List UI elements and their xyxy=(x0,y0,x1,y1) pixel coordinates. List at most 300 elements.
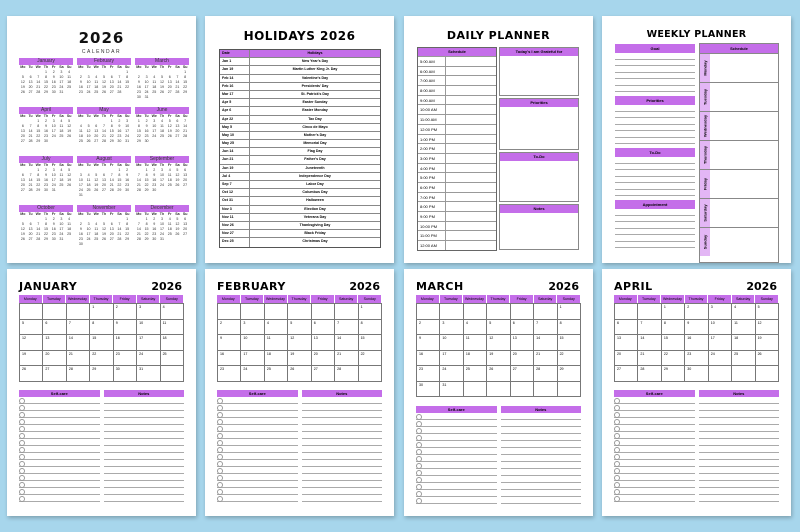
day-cell: 17 xyxy=(241,351,264,367)
notes-line xyxy=(302,481,383,488)
schedule-time: 8:00 PM xyxy=(418,202,446,211)
day-cell: 9 xyxy=(218,335,241,351)
day-number: 6 xyxy=(29,222,32,226)
day-number: 18 xyxy=(67,227,72,231)
day-cell: 22 xyxy=(359,351,382,367)
day-number: 9 xyxy=(79,80,82,84)
holiday-row xyxy=(220,66,380,74)
weekday-label: Sa xyxy=(117,65,122,69)
day-number: 20 xyxy=(183,227,188,231)
day-cell xyxy=(558,382,581,398)
day-cell: 16 xyxy=(417,351,440,367)
holiday-name: St. Patrick's Day xyxy=(300,91,330,96)
holiday-date: Nov 3 xyxy=(220,206,250,213)
month-page-january xyxy=(7,269,196,516)
day-number: 27 xyxy=(20,188,25,192)
day-number: 26 xyxy=(159,90,164,94)
day-cell xyxy=(638,304,661,320)
weekday-header: Wednesday xyxy=(66,295,90,303)
day-cell xyxy=(464,382,487,398)
day-number: 20 xyxy=(20,183,25,187)
holiday-row xyxy=(220,124,380,132)
mini-month-grid xyxy=(135,212,189,242)
weekday-label: Su xyxy=(124,65,130,69)
holiday-name: Flag Day xyxy=(307,149,323,154)
schedule-row xyxy=(418,172,496,182)
weekday-label: Mo xyxy=(78,114,84,118)
day-number: 27 xyxy=(109,237,114,241)
schedule-row xyxy=(418,221,496,231)
day-number: 11 xyxy=(94,80,99,84)
mini-month-grid xyxy=(77,212,131,247)
weekday-label: Mo xyxy=(20,114,26,118)
day-number: 27 xyxy=(94,139,99,143)
day-number: 29 xyxy=(125,237,130,241)
selfcare-line xyxy=(416,455,497,462)
holiday-row xyxy=(220,116,380,124)
schedule-time: 2:00 PM xyxy=(418,144,446,153)
mini-month xyxy=(135,107,189,144)
day-number: 16 xyxy=(144,129,149,133)
day-number: 22 xyxy=(109,134,114,138)
week-day-label: Wednesday xyxy=(702,114,708,138)
week-day-row xyxy=(700,82,778,111)
day-cell: 23 xyxy=(685,351,708,367)
day-cell: 30 xyxy=(685,366,708,382)
day-number: 6 xyxy=(168,75,171,79)
weekly-schedule-header: Schedule xyxy=(700,44,778,53)
selfcare-line xyxy=(416,427,497,434)
schedule-time: 4:00 PM xyxy=(418,164,446,173)
day-number: 15 xyxy=(36,178,41,182)
holiday-date: Nov 26 xyxy=(220,222,250,229)
week-day-label: Sunday xyxy=(702,234,708,250)
day-cell: 1 xyxy=(662,304,685,320)
goal-header: Goal xyxy=(615,44,695,53)
holiday-date: Jun 14 xyxy=(220,148,250,155)
day-number: 9 xyxy=(126,173,129,177)
weekday-label: We xyxy=(93,163,99,167)
notes-line xyxy=(501,469,582,476)
day-number: 22 xyxy=(36,134,41,138)
day-number: 21 xyxy=(136,232,141,236)
selfcare-line xyxy=(217,481,298,488)
day-cell: 16 xyxy=(114,335,137,351)
selfcare-line xyxy=(614,439,695,446)
day-number: 18 xyxy=(167,227,172,231)
day-number: 31 xyxy=(51,188,56,192)
weekly-todo-section xyxy=(615,148,695,196)
day-number: 27 xyxy=(28,237,33,241)
day-number: 25 xyxy=(86,188,91,192)
day-number: 14 xyxy=(136,178,141,182)
day-number: 15 xyxy=(144,227,149,231)
selfcare-header: Self-care xyxy=(19,390,100,397)
day-number: 23 xyxy=(43,134,48,138)
day-number: 29 xyxy=(43,90,48,94)
mini-month xyxy=(77,58,131,95)
day-number: 20 xyxy=(28,85,33,89)
schedule-row xyxy=(418,182,496,192)
day-number: 28 xyxy=(101,139,106,143)
weekday-label: Su xyxy=(124,163,130,167)
day-number: 20 xyxy=(28,232,33,236)
day-number: 22 xyxy=(125,232,130,236)
mini-month-grid xyxy=(19,65,73,95)
day-number: 21 xyxy=(101,134,106,138)
day-cell: 18 xyxy=(265,351,288,367)
day-number: 14 xyxy=(183,124,188,128)
weekday-header: Sunday xyxy=(557,295,581,303)
day-number: 11 xyxy=(94,227,99,231)
weekday-header: Monday xyxy=(614,295,638,303)
day-number: 13 xyxy=(109,80,114,84)
day-number: 2 xyxy=(52,70,55,74)
day-number: 6 xyxy=(95,124,98,128)
notes-line xyxy=(104,488,185,495)
day-cell: 12 xyxy=(288,335,311,351)
month-grid xyxy=(19,295,184,382)
day-number: 31 xyxy=(144,95,149,99)
weekday-label: Tu xyxy=(28,163,33,167)
holiday-date: May 5 xyxy=(220,124,250,131)
day-number: 26 xyxy=(94,188,99,192)
day-cell xyxy=(417,304,440,320)
weekday-label: Sa xyxy=(117,212,122,216)
day-number: 28 xyxy=(175,90,180,94)
day-cell: 12 xyxy=(487,335,510,351)
day-cell: 11 xyxy=(161,320,184,336)
day-number: 7 xyxy=(184,119,187,123)
day-cell: 27 xyxy=(511,366,534,382)
notes-line xyxy=(104,397,185,404)
day-number: 25 xyxy=(94,90,99,94)
day-number: 18 xyxy=(67,80,72,84)
day-number: 15 xyxy=(183,80,188,84)
day-number: 10 xyxy=(78,178,83,182)
day-number: 5 xyxy=(176,168,179,172)
day-cell: 14 xyxy=(638,335,661,351)
day-number: 26 xyxy=(20,90,25,94)
notes-box xyxy=(499,204,579,250)
day-cell: 10 xyxy=(241,335,264,351)
day-number: 19 xyxy=(167,129,172,133)
day-number: 11 xyxy=(152,80,157,84)
day-number: 8 xyxy=(126,75,129,79)
day-number: 5 xyxy=(21,75,24,79)
day-number: 25 xyxy=(59,134,64,138)
holiday-name: Cinco de Mayo xyxy=(302,124,328,129)
day-number: 22 xyxy=(136,134,141,138)
mini-month-name: March xyxy=(135,58,189,65)
day-number: 13 xyxy=(167,80,172,84)
day-number: 30 xyxy=(152,237,157,241)
day-number: 30 xyxy=(136,95,141,99)
day-number: 20 xyxy=(109,85,114,89)
holiday-date: Apr 6 xyxy=(220,107,250,114)
day-number: 8 xyxy=(184,75,187,79)
selfcare-line xyxy=(19,439,100,446)
notes-line xyxy=(302,495,383,502)
day-number: 7 xyxy=(137,222,140,226)
mini-month-grid xyxy=(19,114,73,144)
notes-line xyxy=(699,488,780,495)
day-number: 21 xyxy=(183,129,188,133)
day-number: 12 xyxy=(67,173,72,177)
week-day-row xyxy=(700,111,778,140)
schedule-table xyxy=(417,47,497,251)
selfcare-line xyxy=(217,488,298,495)
day-number: 5 xyxy=(68,119,71,123)
selfcare-line xyxy=(19,446,100,453)
holiday-row xyxy=(220,197,380,205)
month-cells xyxy=(416,303,581,397)
day-cell: 28 xyxy=(638,366,661,382)
weekday-label: Sa xyxy=(175,65,180,69)
weekday-label: Tu xyxy=(86,114,91,118)
month-footer xyxy=(614,390,779,502)
day-number: 9 xyxy=(118,124,121,128)
day-number: 18 xyxy=(94,85,99,89)
holiday-date: Dec 25 xyxy=(220,238,250,246)
day-cell: 23 xyxy=(114,351,137,367)
selfcare-line xyxy=(19,495,100,502)
day-number: 21 xyxy=(136,183,141,187)
day-number: 10 xyxy=(159,222,164,226)
day-number: 18 xyxy=(59,129,64,133)
day-number: 6 xyxy=(21,124,24,128)
holiday-row xyxy=(220,238,380,246)
week-day-row xyxy=(700,169,778,198)
day-number: 11 xyxy=(167,173,172,177)
holiday-row xyxy=(220,58,380,66)
day-number: 8 xyxy=(126,222,129,226)
day-number: 14 xyxy=(36,227,41,231)
day-number: 26 xyxy=(175,232,180,236)
day-number: 3 xyxy=(87,75,90,79)
day-number: 17 xyxy=(86,85,91,89)
mini-month-grid xyxy=(77,65,131,95)
day-number: 1 xyxy=(126,217,129,221)
holidays-title: HOLIDAYS 2026 xyxy=(243,29,356,43)
day-number: 7 xyxy=(37,75,40,79)
day-cell xyxy=(534,304,557,320)
day-number: 5 xyxy=(176,217,179,221)
day-number: 18 xyxy=(152,85,157,89)
weekday-header: Tuesday xyxy=(638,295,662,303)
day-number: 10 xyxy=(152,124,157,128)
day-number: 13 xyxy=(20,178,25,182)
mini-month-name: April xyxy=(19,107,73,114)
holiday-row xyxy=(220,181,380,189)
day-cell: 7 xyxy=(638,320,661,336)
day-number: 12 xyxy=(20,80,25,84)
weekday-label: Mo xyxy=(78,163,84,167)
day-number: 7 xyxy=(102,124,105,128)
weekday-header-row xyxy=(19,295,184,303)
holiday-date: Oct 12 xyxy=(220,189,250,196)
holiday-name: Thanksgiving Day xyxy=(299,222,331,227)
month-page-april xyxy=(602,269,791,516)
selfcare-line xyxy=(19,404,100,411)
holiday-name: Black Friday xyxy=(304,231,326,236)
notes-line xyxy=(501,490,582,497)
day-number: 17 xyxy=(51,129,56,133)
notes-line xyxy=(501,462,582,469)
notes-line xyxy=(104,425,185,432)
day-number: 3 xyxy=(87,222,90,226)
day-cell xyxy=(20,304,43,320)
day-cell: 25 xyxy=(464,366,487,382)
day-number: 8 xyxy=(137,124,140,128)
day-cell: 6 xyxy=(43,320,66,336)
notes-line xyxy=(302,439,383,446)
priorities-box xyxy=(499,98,579,150)
notes-line xyxy=(104,453,185,460)
day-number: 2 xyxy=(126,168,129,172)
weekday-label: We xyxy=(151,114,157,118)
day-cell: 15 xyxy=(558,335,581,351)
day-number: 13 xyxy=(94,129,99,133)
day-cell: 15 xyxy=(662,335,685,351)
weekday-label: Sa xyxy=(117,114,122,118)
week-day-label: Thursday xyxy=(702,145,708,165)
day-cell: 29 xyxy=(558,366,581,382)
weekday-label: Fr xyxy=(167,65,172,69)
day-number: 27 xyxy=(101,188,106,192)
day-number: 25 xyxy=(78,139,83,143)
day-cell: 3 xyxy=(709,304,732,320)
notes-line xyxy=(699,418,780,425)
day-number: 11 xyxy=(59,124,64,128)
day-number: 17 xyxy=(59,227,64,231)
holiday-date: Sep 7 xyxy=(220,181,250,188)
weekday-label: Su xyxy=(124,212,130,216)
selfcare-line xyxy=(19,488,100,495)
mini-month xyxy=(77,107,131,144)
week-day-label: Friday xyxy=(702,177,708,191)
day-number: 16 xyxy=(125,178,130,182)
day-number: 31 xyxy=(59,90,64,94)
grateful-box xyxy=(499,47,579,96)
day-number: 30 xyxy=(51,237,56,241)
day-number: 5 xyxy=(168,119,171,123)
day-number: 29 xyxy=(43,237,48,241)
day-number: 7 xyxy=(29,124,32,128)
day-number: 15 xyxy=(125,227,130,231)
notes-line xyxy=(501,497,582,504)
day-number: 2 xyxy=(137,75,140,79)
day-cell: 3 xyxy=(241,320,264,336)
day-number: 9 xyxy=(137,80,140,84)
weekday-header-row xyxy=(217,295,382,303)
day-number: 24 xyxy=(78,188,83,192)
day-number: 10 xyxy=(59,75,64,79)
weekday-label: Tu xyxy=(144,114,149,118)
day-cell: 18 xyxy=(464,351,487,367)
day-number: 5 xyxy=(68,168,71,172)
holiday-name: Martin Luther King Jr. Day xyxy=(292,67,338,72)
day-number: 15 xyxy=(125,80,130,84)
weekday-label: Sa xyxy=(175,163,180,167)
day-cell: 25 xyxy=(265,366,288,382)
day-number: 8 xyxy=(44,75,47,79)
notes-header: Notes xyxy=(104,390,185,397)
day-number: 28 xyxy=(136,237,141,241)
holidays-header xyxy=(220,50,380,58)
notes-line xyxy=(302,425,383,432)
day-cell: 24 xyxy=(709,351,732,367)
mini-month xyxy=(19,107,73,144)
weekday-header: Monday xyxy=(416,295,440,303)
selfcare-line xyxy=(614,481,695,488)
day-number: 9 xyxy=(52,75,55,79)
weekday-label: Su xyxy=(66,212,72,216)
weekday-label: Th xyxy=(101,212,107,216)
day-number: 20 xyxy=(101,183,106,187)
weekday-label: Th xyxy=(101,65,107,69)
schedule-row xyxy=(418,66,496,76)
day-number: 24 xyxy=(159,183,164,187)
day-number: 16 xyxy=(78,232,83,236)
mini-month-name: July xyxy=(19,156,73,163)
day-cell: 8 xyxy=(662,320,685,336)
week-day-tab xyxy=(700,228,710,256)
day-number: 19 xyxy=(101,85,106,89)
selfcare-line xyxy=(217,460,298,467)
holiday-date: Nov 27 xyxy=(220,230,250,237)
selfcare-line xyxy=(19,411,100,418)
day-number: 19 xyxy=(101,232,106,236)
notes-line xyxy=(302,418,383,425)
day-number: 16 xyxy=(43,178,48,182)
week-day-tab xyxy=(700,141,710,169)
week-day-row xyxy=(700,140,778,169)
schedule-row xyxy=(418,230,496,240)
day-cell: 7 xyxy=(335,320,358,336)
weekday-header: Wednesday xyxy=(463,295,487,303)
schedule-row xyxy=(418,95,496,105)
selfcare-line xyxy=(614,453,695,460)
weekday-label: Th xyxy=(159,212,165,216)
day-number: 10 xyxy=(159,173,164,177)
selfcare-line xyxy=(217,446,298,453)
weekday-label: Sa xyxy=(117,163,122,167)
month-year: 2026 xyxy=(548,280,579,293)
day-number: 25 xyxy=(59,183,64,187)
day-cell xyxy=(732,366,755,382)
day-number: 21 xyxy=(117,232,122,236)
day-cell: 15 xyxy=(90,335,113,351)
day-number: 20 xyxy=(20,134,25,138)
day-number: 3 xyxy=(160,217,163,221)
weekday-label: Sa xyxy=(59,65,64,69)
day-number: 12 xyxy=(101,80,106,84)
day-number: 12 xyxy=(86,129,91,133)
day-cell: 11 xyxy=(265,335,288,351)
day-number: 30 xyxy=(43,188,48,192)
holiday-date: Jan 19 xyxy=(220,66,250,73)
day-number: 4 xyxy=(79,124,82,128)
day-cell: 9 xyxy=(685,320,708,336)
day-number: 18 xyxy=(59,178,64,182)
day-number: 26 xyxy=(167,134,172,138)
day-number: 3 xyxy=(145,75,148,79)
day-cell: 8 xyxy=(359,320,382,336)
day-number: 27 xyxy=(28,90,33,94)
day-cell xyxy=(288,304,311,320)
day-number: 27 xyxy=(183,183,188,187)
